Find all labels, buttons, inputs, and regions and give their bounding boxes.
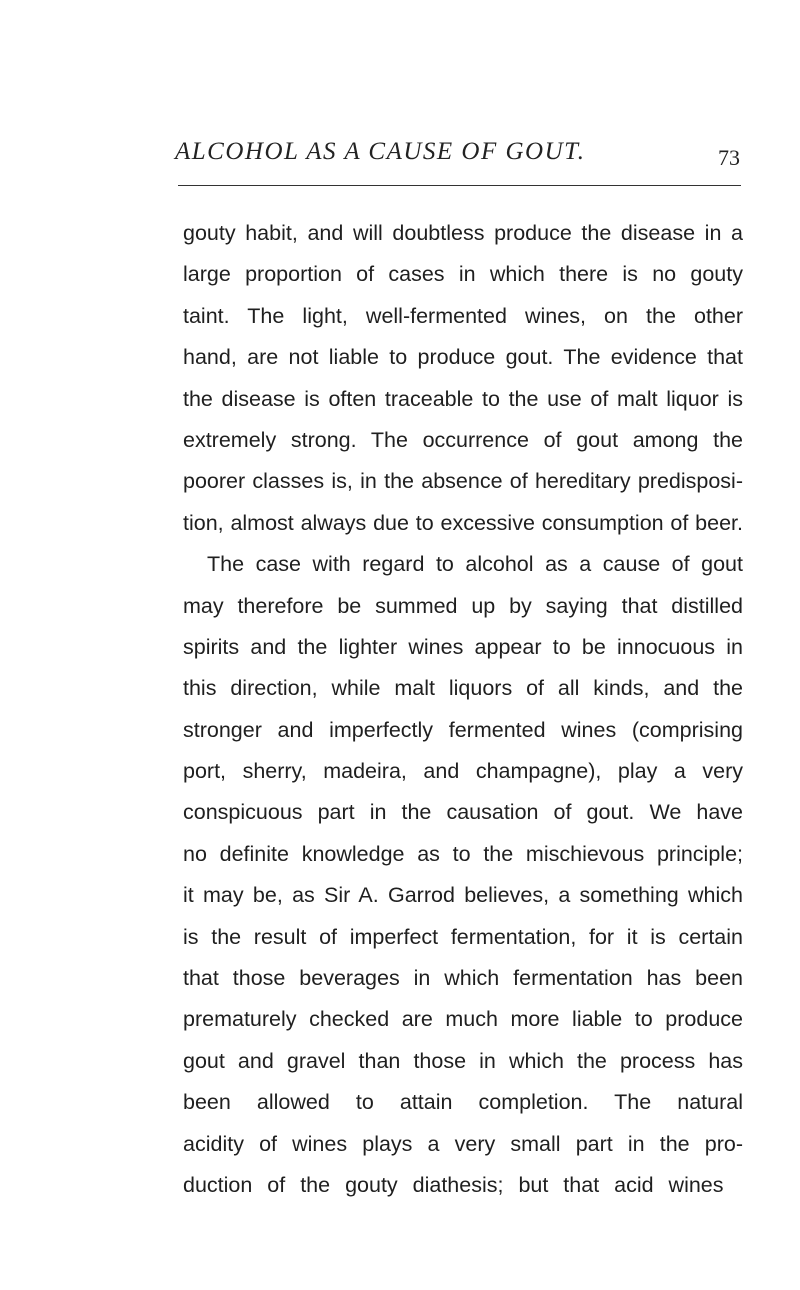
- text-line: may therefore be summed up by saying that distilled: [183, 593, 743, 618]
- text-line: been allowed to attain completion. The natural: [183, 1090, 743, 1115]
- text-line: stronger and imperfectly fermented wines (comprising: [183, 717, 743, 742]
- text-line: conspicuous part in the causation of gout. We have: [183, 800, 743, 825]
- text-line-paragraph-start: The case with regard to alcohol as a cause of gout: [207, 552, 743, 577]
- header-rule: [178, 185, 741, 186]
- text-line: large proportion of cases in which there is no gouty: [183, 262, 743, 287]
- text-line: hand, are not liable to produce gout. The evidence that: [183, 345, 743, 370]
- text-line: is the result of imperfect fermentation, for it is certain: [183, 924, 743, 949]
- text-line: duction of the gouty diathesis; but that acid wines: [183, 1172, 724, 1197]
- text-line: that those beverages in which fermentation has been: [183, 966, 743, 991]
- text-line: acidity of wines plays a very small part in the pro-: [183, 1131, 743, 1156]
- text-line: tion, almost always due to excessive consumption of beer.: [183, 510, 743, 535]
- text-line: taint. The light, well-fermented wines, on the other: [183, 303, 743, 328]
- text-line: gouty habit, and will doubtless produce the disease in a: [183, 221, 743, 245]
- text-line: poorer classes is, in the absence of hereditary predisposi-: [183, 469, 743, 494]
- text-line: it may be, as Sir A. Garrod believes, a something which: [183, 883, 743, 908]
- text-line: no definite knowledge as to the mischievous principle;: [183, 841, 743, 866]
- running-head-title: ALCOHOL AS A CAUSE OF GOUT.: [175, 138, 586, 165]
- page-number: 73: [718, 145, 740, 170]
- text-line: the disease is often traceable to the use of malt liquor is: [183, 386, 743, 411]
- text-line: this direction, while malt liquors of all kinds, and the: [183, 676, 743, 701]
- text-line: prematurely checked are much more liable to produce: [183, 1007, 743, 1032]
- text-line: port, sherry, madeira, and champagne), play a very: [183, 759, 743, 784]
- text-line: extremely strong. The occurrence of gout among the: [183, 427, 743, 452]
- text-line: spirits and the lighter wines appear to be innocuous in: [183, 634, 743, 659]
- text-line: gout and gravel than those in which the process has: [183, 1048, 743, 1073]
- body-text: [183, 213, 743, 1206]
